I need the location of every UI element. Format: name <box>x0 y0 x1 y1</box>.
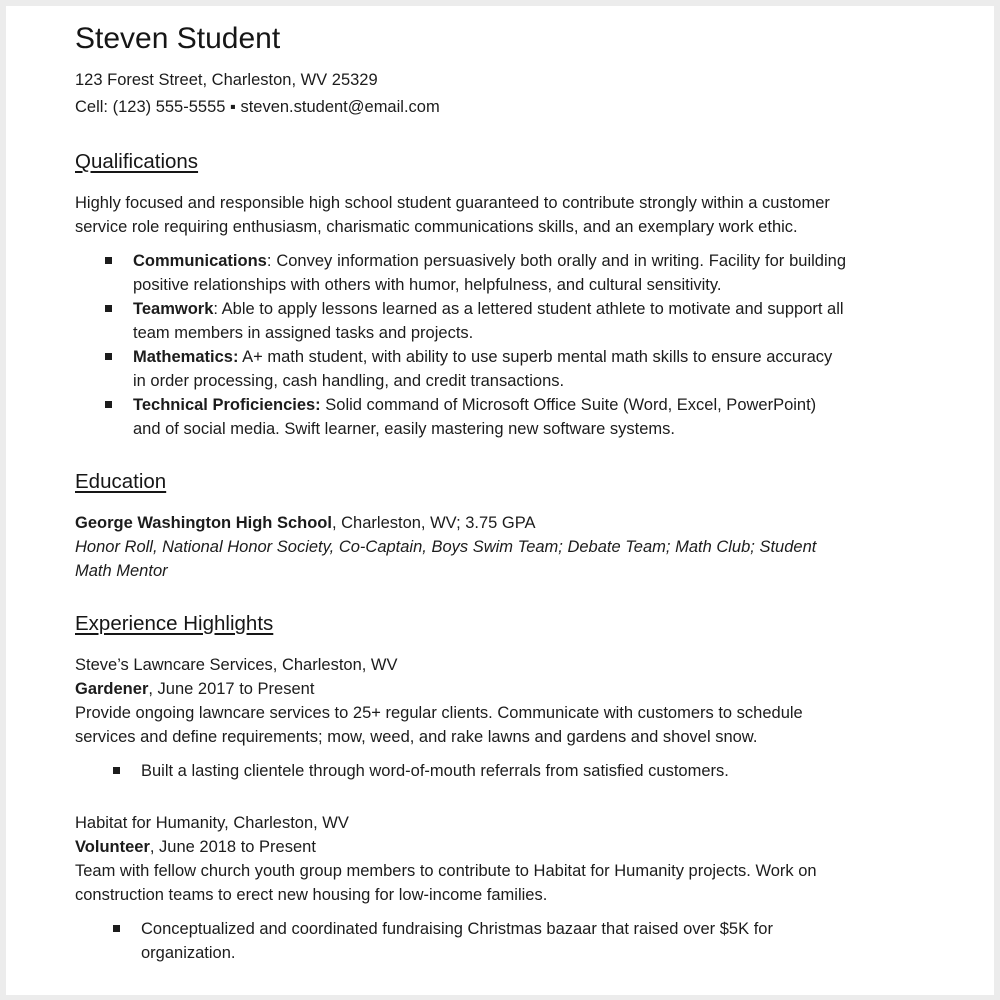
job-entry <box>75 653 846 783</box>
job-description: Team with fellow church youth group members to contribute to Habitat for Humanity projects. Work on construction teams to erect new housing for low-income families. <box>75 862 817 904</box>
list-item <box>75 345 846 393</box>
list-item <box>75 759 846 783</box>
bullet-text: : Able to apply lessons learned as a lettered student athlete to motivate and support all team members in assigned tasks and projects. <box>133 300 844 342</box>
bullet-square-icon <box>113 925 120 932</box>
bullet-text: A+ math student, with ability to use superb mental math skills to ensure accuracy in order processing, cash handling, and credit transactions. <box>133 348 833 390</box>
bullet-square-icon <box>105 305 112 312</box>
bullet-square-icon <box>105 401 112 408</box>
section-heading-experience: Experience Highlights <box>75 612 274 635</box>
list-item <box>75 917 846 965</box>
bullet-square-icon <box>105 257 112 264</box>
bullet-text: Built a lasting clientele through word-of-mouth referrals from satisfied customers. <box>141 762 729 780</box>
qualifications-summary: Highly focused and responsible high school student guaranteed to contribute strongly within a customer service role requiring enthusiasm, charismatic communications skills, and an exemplary work ethic. <box>75 194 830 236</box>
bullet-content <box>133 345 846 393</box>
job-title-line <box>75 835 846 859</box>
bullet-term: Communications <box>133 252 267 270</box>
bullet-term: Teamwork <box>133 300 214 318</box>
list-item <box>75 297 846 345</box>
job-title: Volunteer <box>75 838 150 856</box>
resume-header <box>75 20 846 121</box>
name-heading: Steven Student <box>75 22 281 55</box>
bullet-content <box>133 393 846 441</box>
address-line: 123 Forest Street, Charleston, WV 25329 <box>75 71 378 89</box>
job-title: Gardener <box>75 680 149 698</box>
job-entry <box>75 811 846 965</box>
bullet-square-icon <box>105 353 112 360</box>
list-item <box>75 249 846 297</box>
qualifications-list <box>75 249 846 441</box>
bullet-text: Conceptualized and coordinated fundraising Christmas bazaar that raised over $5K for organization. <box>141 920 773 962</box>
job-dates: , June 2017 to Present <box>148 680 315 698</box>
resume-page <box>6 6 994 995</box>
bullet-term: Mathematics: <box>133 348 239 366</box>
bullet-text: : Convey information persuasively both orally and in writing. Facility for building positive relationships with others with humor, helpfulness, and cultural sensitivity. <box>133 252 846 294</box>
job-company: Habitat for Humanity, Charleston, WV <box>75 814 349 832</box>
bullet-term: Technical Proficiencies: <box>133 396 321 414</box>
qualifications-section <box>75 148 846 441</box>
job-description: Provide ongoing lawncare services to 25+ regular clients. Communicate with customers to schedule services and define requirements; mow, weed, and rake lawns and gardens and shovel snow. <box>75 704 803 746</box>
job-dates: , June 2018 to Present <box>149 838 316 856</box>
section-heading-qualifications: Qualifications <box>75 150 199 173</box>
honors-line: Honor Roll, National Honor Society, Co-Captain, Boys Swim Team; Debate Team; Math Club; Student Math Mentor <box>75 538 817 580</box>
section-heading-education: Education <box>75 470 167 493</box>
school-detail: , Charleston, WV; 3.75 GPA <box>331 514 536 532</box>
bullet-square-icon <box>113 767 120 774</box>
bullet-content <box>133 249 846 297</box>
job-title-line <box>75 677 846 701</box>
bullet-content <box>133 297 846 345</box>
school-name: George Washington High School <box>75 514 332 532</box>
job-company: Steve’s Lawncare Services, Charleston, WV <box>75 656 398 674</box>
school-line <box>75 511 846 535</box>
education-section <box>75 468 846 583</box>
phone-email-line: Cell: (123) 555-5555 ▪ steven.student@email.com <box>75 98 440 116</box>
bullet-text: Solid command of Microsoft Office Suite (Word, Excel, PowerPoint) and of social media. Swift learner, easily mastering new software systems. <box>133 396 817 438</box>
experience-section <box>75 610 846 965</box>
list-item <box>75 393 846 441</box>
